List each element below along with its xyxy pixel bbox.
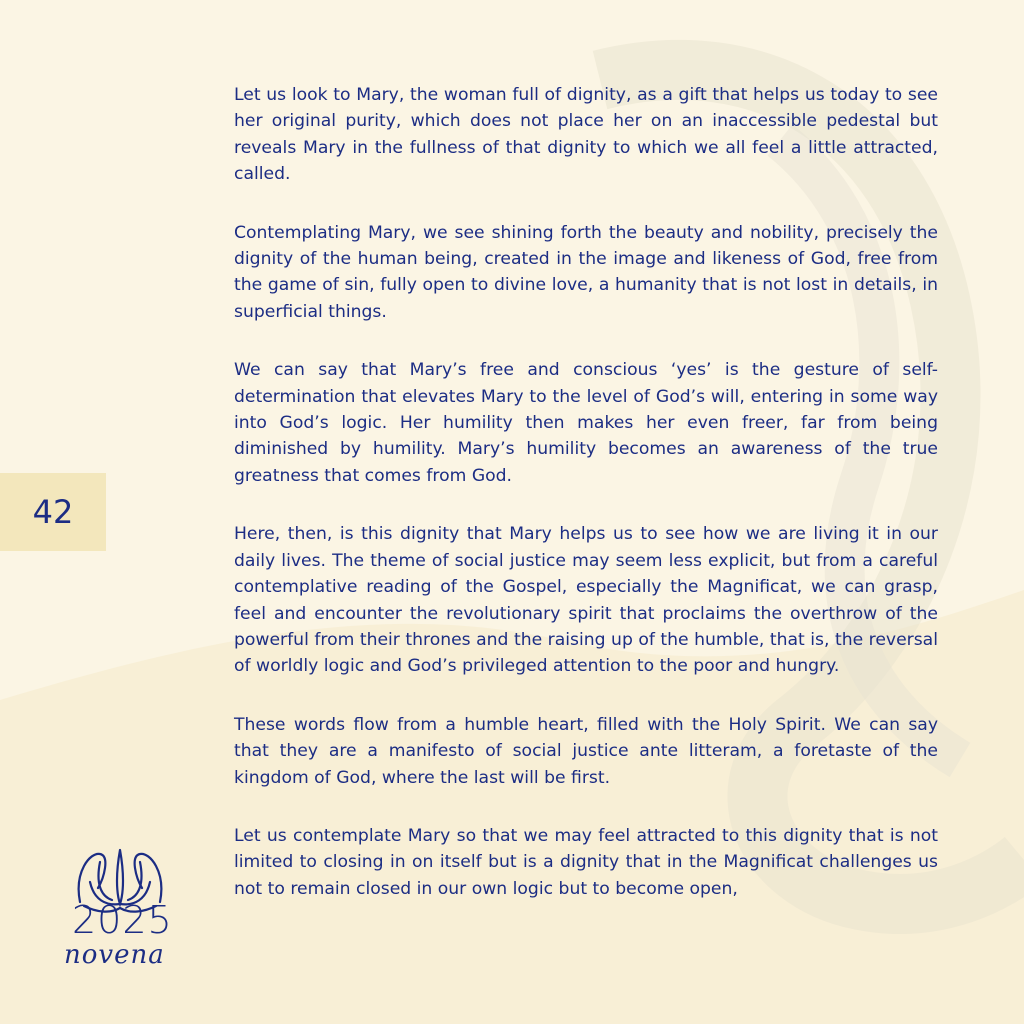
logo-year: 2025	[72, 898, 173, 942]
paragraph-5: These words flow from a humble heart, filled with the Holy Spirit. We can say that they are a manifesto of social justice ante litteram, a foretaste of the kingdom of God, where the last will be first.	[234, 714, 938, 788]
paragraph-6: Let us contemplate Mary so that we may feel attracted to this dignity that is not limited to closing in on itself but is a dignity that in the Magnificat challenges us not to remain closed in our own logic but to become open,	[234, 825, 938, 899]
page-number: 42	[32, 493, 74, 531]
paragraph-3: We can say that Mary’s free and conscious ‘yes’ is the gesture of self-determination that elevates Mary to the level of God’s will, entering in some way into God’s logic. Her humility then makes her even freer, far from being diminished by humility. Mary’s humility becomes an awareness of the true greatness that comes from God.	[234, 360, 938, 486]
logo-word: novena	[64, 940, 165, 970]
paragraph-1: Let us look to Mary, the woman full of dignity, as a gift that helps us today to see her original purity, which does not place her on an inaccessible pedestal but reveals Mary in the fullness of that dignity to which we all feel a little attracted, called.	[234, 85, 938, 185]
body-text	[234, 82, 938, 934]
paragraph-2: Contemplating Mary, we see shining forth the beauty and nobility, precisely the dignity of the human being, created in the image and likeness of God, free from the game of sin, fully open to divine love, a humanity that is not lost in details, in superficial things.	[234, 222, 938, 322]
paragraph-4: Here, then, is this dignity that Mary helps us to see how we are living it in our daily lives. The theme of social justice may seem less explicit, but from a careful contemplative reading of the Gospel, especially the Magnificat, we can grasp, feel and encounter the revolutionary spirit that proclaims the overthrow of the powerful from their thrones and the raising up of the humble, that is, the reversal of worldly logic and God’s privileged attention to the poor and hungry.	[234, 524, 938, 677]
